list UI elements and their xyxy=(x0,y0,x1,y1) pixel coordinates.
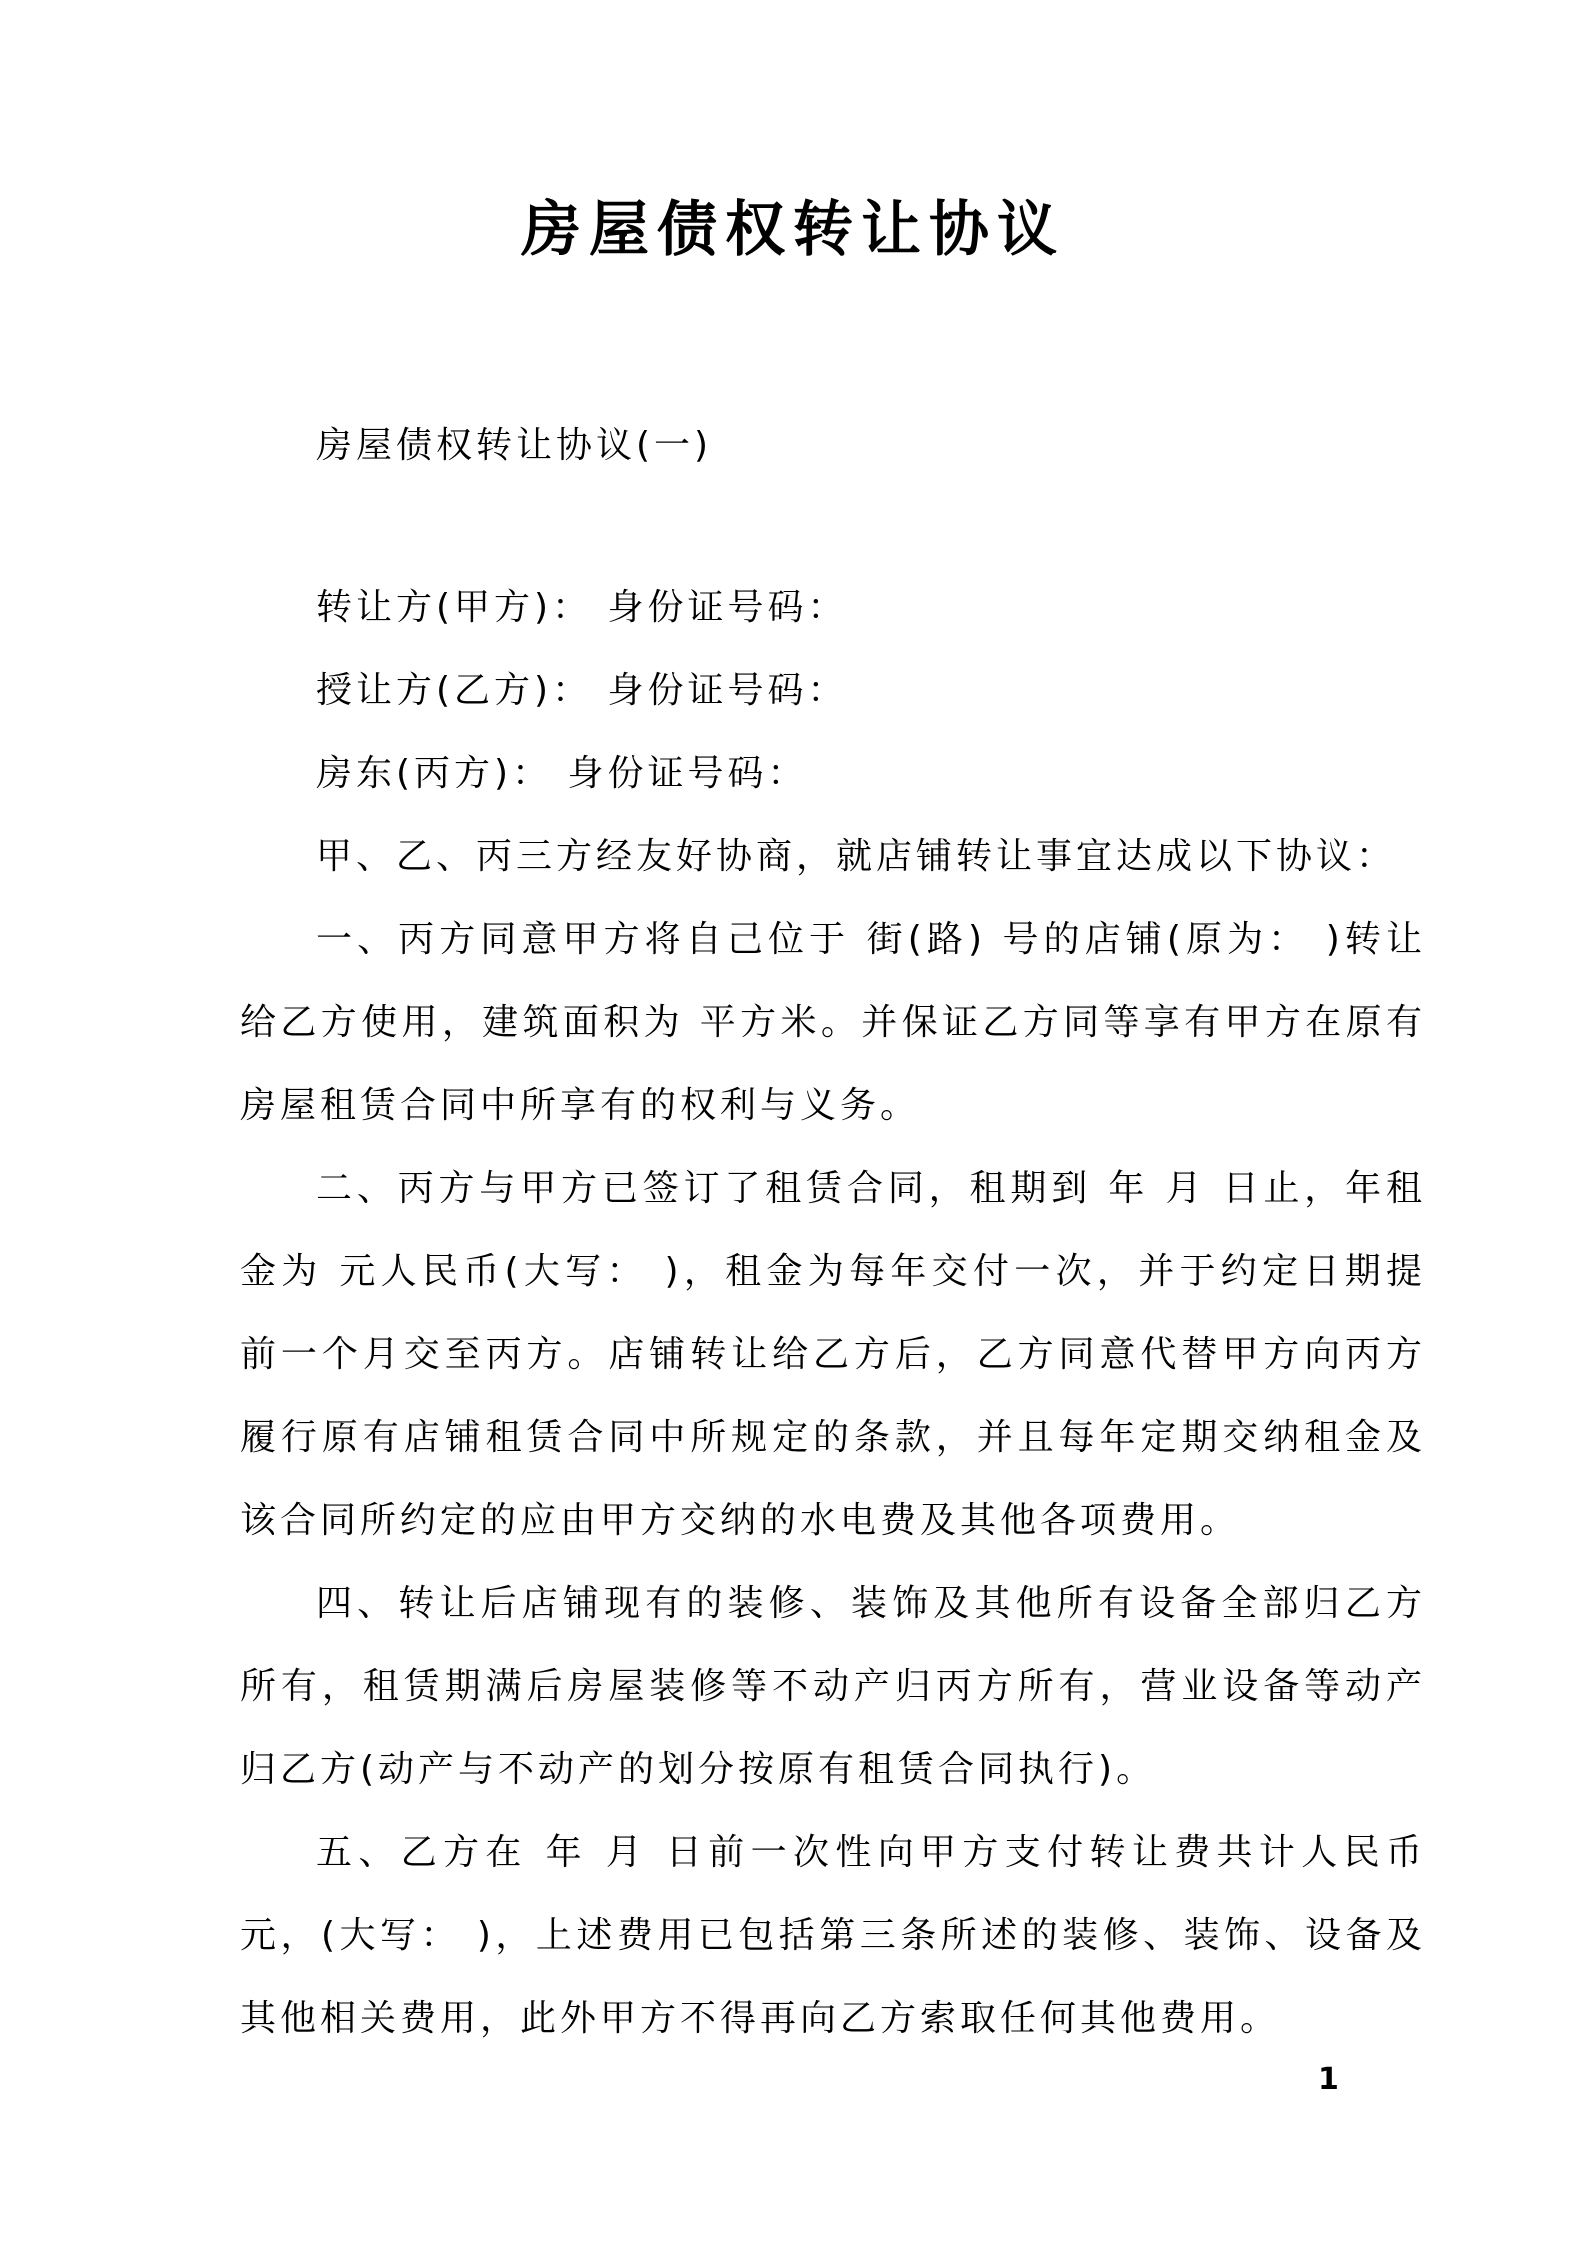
document-subtitle-block xyxy=(240,404,1426,487)
paragraph-transferor-party-a: 转让方(甲方)： 身份证号码： xyxy=(316,587,848,628)
paragraph-clause-5: 五、乙方在 年 月 日前一次性向甲方支付转让费共计人民币 元，(大写： )，上述费用已包括第三条所述的装修、装饰、设备及其他相关费用，此外甲方不得再向乙方索取任何其他费用。 xyxy=(240,1832,1426,2039)
paragraph-preamble: 甲、乙、丙三方经友好协商，就店铺转让事宜达成以下协议： xyxy=(316,836,1397,877)
paragraph-clause-4: 四、转让后店铺现有的装修、装饰及其他所有设备全部归乙方所有，租赁期满后房屋装修等不动产归丙方所有，营业设备等动产归乙方(动产与不动产的划分按原有租赁合同执行)。 xyxy=(240,1583,1426,1790)
paragraph-transferee-party-b: 授让方(乙方)： 身份证号码： xyxy=(316,670,848,711)
paragraph-clause-2: 二、丙方与甲方已签订了租赁合同，租期到 年 月 日止，年租金为 元人民币(大写： )，租金为每年交付一次，并于约定日期提前一个月交至丙方。店铺转让给乙方后，乙方同意代替甲方向丙方履行原有店铺租赁合同中所规定的条款，并且每年定期交纳租金及该合同所约定的应由甲方交纳的水电费及其他各项费用。 xyxy=(240,1168,1426,1541)
document-subtitle: 房屋债权转让协议(一) xyxy=(316,425,713,466)
document-body xyxy=(240,566,1426,2060)
document-title: 房屋债权转让协议 xyxy=(521,195,1065,265)
page-number: 1 xyxy=(1318,2062,1339,2097)
paragraph-landlord-party-c: 房东(丙方)： 身份证号码： xyxy=(316,753,808,794)
paragraph-clause-1: 一、丙方同意甲方将自己位于 街(路) 号的店铺(原为： )转让给乙方使用，建筑面积为 平方米。并保证乙方同等享有甲方在原有房屋租赁合同中所享有的权利与义务。 xyxy=(240,919,1426,1126)
